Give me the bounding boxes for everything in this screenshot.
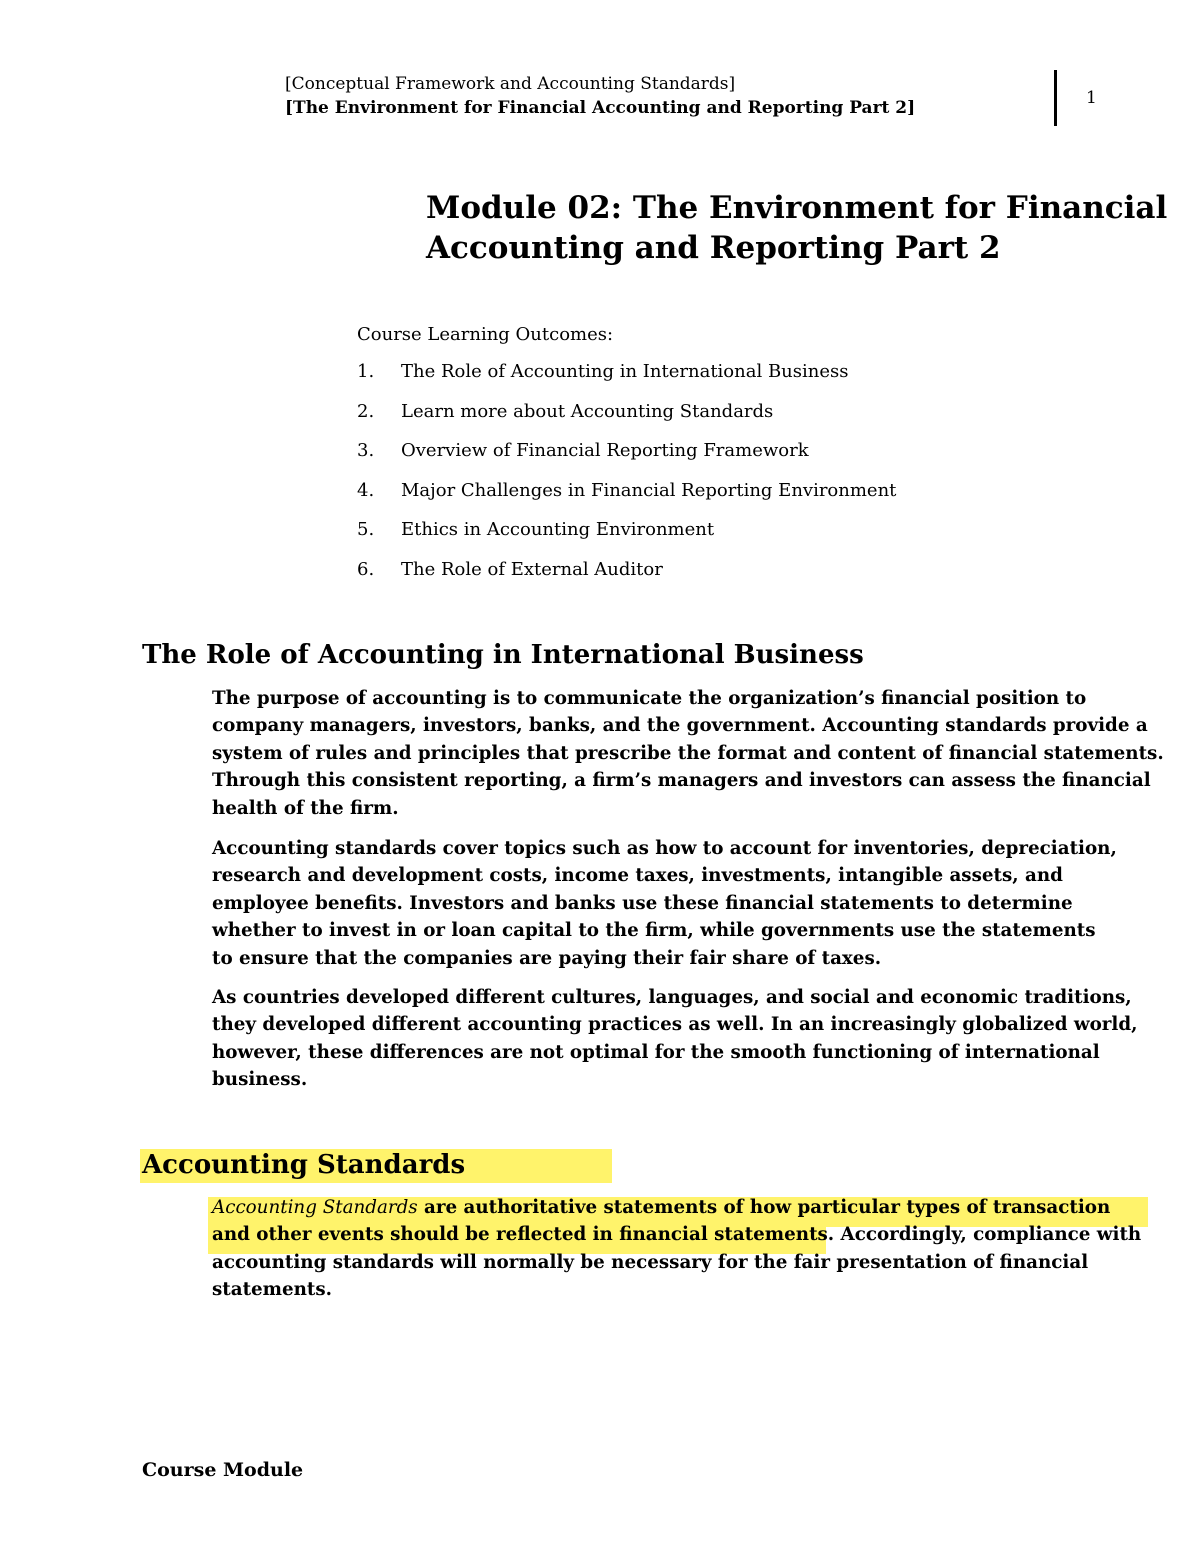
paragraph-line: to ensure that the companies are paying their fair share of taxes. — [212, 947, 882, 969]
header-divider — [1054, 70, 1057, 126]
paragraph-line: system of rules and principles that prescribe the format and content of financial statements. — [212, 742, 1164, 764]
module-title-line1: Module 02: The Environment for Financial — [426, 190, 1168, 226]
list-item — [357, 557, 896, 583]
paragraph-line: The purpose of accounting is to communicate the organization’s financial position to — [212, 688, 1087, 709]
paragraph-line: company managers, investors, banks, and the government. Accounting standards provide a — [212, 715, 1148, 737]
paragraph-line: research and development costs, income taxes, investments, intangible assets, and — [212, 865, 1063, 887]
list-number: 5. — [357, 519, 375, 540]
italic-term: Accounting Standards — [212, 1197, 418, 1218]
list-number: 2. — [357, 400, 375, 422]
page-number: 1 — [1086, 88, 1097, 108]
list-item — [357, 438, 896, 464]
list-text: The Role of Accounting in International Business — [401, 361, 849, 382]
paragraph-topics — [212, 835, 1162, 972]
list-text: The Role of External Auditor — [401, 558, 663, 580]
list-number: 4. — [357, 479, 375, 501]
paragraph-line: As countries developed different cultures, languages, and social and economic traditions, — [212, 987, 1132, 1008]
module-title — [426, 188, 1167, 268]
outcomes-label: Course Learning Outcomes: — [357, 324, 614, 345]
paragraph-line: statements. — [212, 1279, 333, 1301]
list-text: Overview of Financial Reporting Framework — [401, 440, 809, 461]
list-item — [357, 359, 896, 385]
list-number: 1. — [357, 361, 375, 382]
section-heading-accounting-standards: Accounting Standards — [142, 1150, 466, 1180]
list-item — [357, 478, 896, 504]
header-course-title: [Conceptual Framework and Accounting Standards] — [285, 74, 736, 94]
paragraph-line: accounting standards will normally be necessary for the fair presentation of financial — [212, 1251, 1089, 1273]
outcomes-list — [357, 359, 896, 583]
paragraph-line: however, these differences are not optimal for the smooth functioning of international — [212, 1041, 1100, 1063]
paragraph-line: they developed different accounting practices as well. In an increasingly globalized world, — [212, 1014, 1138, 1036]
paragraph-line: whether to invest in or loan capital to the firm, while governments use the statements — [212, 920, 1096, 942]
paragraph-line: Through this consistent reporting, a firm’s managers and investors can assess the financial — [212, 770, 1151, 792]
module-title-line2: Accounting and Reporting Part 2 — [426, 230, 1001, 266]
paragraph-line: business. — [212, 1069, 308, 1091]
list-item — [357, 399, 896, 425]
paragraph-line: and other events should be reflected in financial statements. Accordingly, compliance with — [212, 1224, 1142, 1246]
paragraph-countries — [212, 984, 1162, 1094]
list-number: 3. — [357, 440, 375, 461]
list-text: Ethics in Accounting Environment — [401, 519, 715, 540]
list-text: Major Challenges in Financial Reporting Environment — [401, 479, 897, 501]
list-text: Learn more about Accounting Standards — [401, 400, 774, 422]
list-number: 6. — [357, 558, 375, 580]
section-heading-role-of-accounting: The Role of Accounting in International Business — [142, 640, 864, 670]
paragraph-line: Accounting standards cover topics such as how to account for inventories, depreciation, — [212, 838, 1117, 859]
paragraph-text: are authoritative statements of how particular types of transaction — [417, 1197, 1111, 1218]
page-header — [285, 72, 915, 120]
paragraph-line: employee benefits. Investors and banks use these financial statements to determine — [212, 892, 1073, 914]
header-module-title: [The Environment for Financial Accounting and Reporting Part 2] — [285, 98, 916, 118]
learning-outcomes — [357, 322, 896, 596]
page-footer: Course Module — [142, 1459, 304, 1481]
list-item — [357, 517, 896, 543]
paragraph-definition — [212, 1194, 1162, 1304]
paragraph-line — [212, 1194, 1162, 1221]
paragraph-purpose — [212, 685, 1162, 822]
paragraph-line: health of the firm. — [212, 797, 399, 819]
